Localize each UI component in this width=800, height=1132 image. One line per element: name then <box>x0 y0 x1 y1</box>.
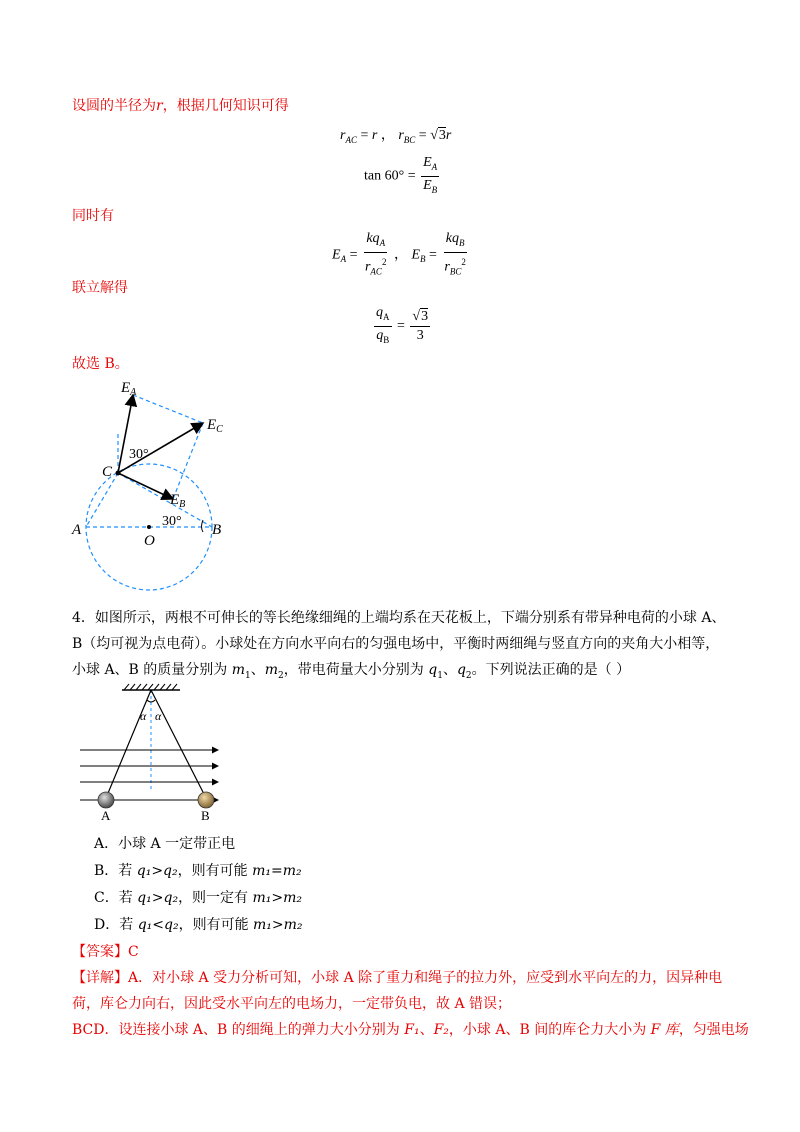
ea-den-sup: 2 <box>381 256 387 267</box>
eb: E <box>411 247 420 263</box>
option-b-condition: q₁>q₂ <box>136 863 178 879</box>
ratio-num: q <box>376 305 383 320</box>
ratio-den: q <box>376 327 384 343</box>
ratio-num-sub: A <box>383 311 390 322</box>
option-c[interactable] <box>94 888 302 908</box>
q-m1: m <box>231 662 246 678</box>
q-text-d: 、 <box>442 662 457 678</box>
option-c-result: m₁>m₂ <box>252 890 303 906</box>
equation-radii: $r_{AC} = r$ ， $r_{BC} = √3r$ <box>340 128 452 145</box>
eq-r2: r <box>445 128 452 143</box>
q-q1: q <box>428 662 438 678</box>
ea-den-sub: AC <box>370 266 382 277</box>
eb-sub: B <box>420 254 426 265</box>
q-q2: q <box>456 662 466 678</box>
q-text-c: ，带电荷量大小分别为 <box>283 662 429 678</box>
ball-b <box>198 792 214 808</box>
detail-line-2: 荷，库仑力向右，因此受水平向左的电场力，一定带负电，故 A 错误； <box>72 996 512 1012</box>
eq-r-ac: r <box>340 128 346 143</box>
option-b-mid: ，则有可能 <box>177 863 253 879</box>
detail-f1: F₁ <box>404 1022 420 1038</box>
ceiling-hatch <box>124 684 177 690</box>
eb-den: r <box>444 259 450 275</box>
option-d-condition: q₁<q₂ <box>137 917 179 933</box>
alpha-left: α <box>140 709 147 723</box>
eb-num-sub: B <box>459 237 465 248</box>
answer-label: 【答案】C <box>72 944 139 960</box>
detail-3d: ，匀强电场 <box>678 1022 749 1038</box>
eb-fraction <box>442 230 467 280</box>
ea: E <box>332 247 341 263</box>
option-c-mid: ，则一定有 <box>178 890 253 906</box>
tan-den: E <box>423 177 432 193</box>
chord-ca <box>86 473 118 527</box>
label-eb: $E_B$ <box>170 492 186 510</box>
tan-fraction <box>421 154 439 199</box>
tan-num: E <box>423 155 432 170</box>
eb-den-sup: 2 <box>461 256 466 267</box>
option-b[interactable] <box>94 861 302 881</box>
eq-sep: ， <box>380 128 395 143</box>
option-a[interactable]: A．小球 A 一定带正电 <box>94 836 236 852</box>
option-b-prefix: B．若 <box>94 863 137 879</box>
label-o: O <box>144 533 155 549</box>
ratio-rhs: $\frac{√3}{3}$ <box>412 308 429 343</box>
option-d-prefix: D．若 <box>94 917 138 933</box>
field-vector-figure <box>66 372 266 594</box>
ratio-lhs <box>374 304 392 349</box>
alpha-right: α <box>155 709 162 723</box>
choose-line: 故选 B。 <box>72 356 129 372</box>
radius-variable: r <box>156 98 163 114</box>
solve-line: 联立解得 <box>72 280 128 296</box>
q-m1-sub: 1 <box>245 670 251 681</box>
eq-sqrt3: 3 <box>438 128 446 143</box>
detail-fku: F 库 <box>650 1022 679 1038</box>
angle-label-top: 30° <box>129 447 149 462</box>
equation-tan <box>364 154 441 199</box>
eb-num: kq <box>445 231 459 246</box>
detail-f2: F₂ <box>433 1022 449 1038</box>
solution-intro-tail: ，根据几何知识可得 <box>162 98 289 114</box>
eq-r: r <box>371 128 378 143</box>
q-q2-sub: 2 <box>465 670 472 681</box>
equation-ratio: $\frac{q_A}{q_B}$ = $\frac{√3}{3}$ <box>372 304 432 349</box>
ea-num: kq <box>366 231 380 246</box>
eq-r-bc-sub: BC <box>403 134 416 145</box>
ea-num-sub: A <box>379 237 386 248</box>
alpha-arc <box>147 700 155 702</box>
option-b-result: m₁=m₂ <box>252 863 302 879</box>
label-ec: $E_C$ <box>207 417 223 435</box>
point-o <box>147 525 151 529</box>
question-line-1: 4．如图所示，两根不可伸长的等长绝缘细绳的上端均系在天花板上，下端分别系有带异种电荷的小球 A、 <box>72 610 726 626</box>
option-c-condition: q₁>q₂ <box>137 890 179 906</box>
option-d-result: m₁>m₂ <box>253 917 303 933</box>
eq-r-bc: r <box>398 128 404 143</box>
label-c: C <box>102 464 113 480</box>
vector-eb <box>118 473 173 499</box>
option-c-prefix: C．若 <box>94 890 138 906</box>
ea-den: r <box>364 259 371 275</box>
angle-label-bottom: 30° <box>162 514 182 529</box>
q-text-b: 、 <box>250 662 265 678</box>
ball-b-label: B <box>201 808 210 822</box>
question-line-2: B（均可视为点电荷）。小球处在方向水平向右的匀强电场中，平衡时两细绳与竖直方向的夹角大小相等， <box>72 636 720 652</box>
tan-lhs: tan 60° = <box>364 168 416 184</box>
ratio-rden: 3 <box>416 327 424 343</box>
q-m2: m <box>264 662 279 678</box>
ball-a-label: A <box>101 808 111 822</box>
ea-sub: A <box>340 254 347 265</box>
angle-arc <box>202 520 204 532</box>
q-text-a: 小球 A、B 的质量分别为 <box>72 662 232 678</box>
ratio-den-sub: B <box>383 334 390 345</box>
ratio-rnum: 3 <box>421 308 429 324</box>
label-b: B <box>212 522 222 538</box>
pendulum-field-figure <box>76 682 226 822</box>
ball-a <box>98 792 114 808</box>
point-c <box>116 471 121 476</box>
option-d-mid: ，则有可能 <box>178 917 254 933</box>
detail-3b: 、 <box>419 1022 434 1038</box>
ea-fraction <box>363 230 388 280</box>
detail-3c: ，小球 A、B 间的库仑力大小为 <box>448 1022 651 1038</box>
solution-intro-text: 设圆的半径为 <box>72 98 156 114</box>
field-lines <box>80 750 218 800</box>
solution-intro-line <box>72 96 289 116</box>
q-q1-sub: 1 <box>437 670 443 681</box>
tan-num-sub: A <box>431 161 438 172</box>
also-line: 同时有 <box>72 208 114 224</box>
q-text-e: 。下列说法正确的是（ ） <box>471 662 631 678</box>
detail-3a: BCD．设连接小球 A、B 的细绳上的弹力大小分别为 <box>72 1022 405 1038</box>
option-d[interactable] <box>94 915 303 935</box>
eb-den-sub: BC <box>449 266 462 277</box>
detail-line-1: 【详解】A．对小球 A 受力分析可知，小球 A 除了重力和绳子的拉力外，应受到水平向左的力，因异种电 <box>72 970 723 986</box>
label-ea: $E_A$ <box>121 380 137 398</box>
eq-r-ac-sub: AC <box>345 134 357 145</box>
label-a: A <box>72 522 82 538</box>
tan-den-sub: B <box>431 184 438 195</box>
equation-fields: $E_A$ = $\frac{kq_A}{r_{AC}^2}$ ， $E_B$ = $\frac{kq_B}{r_{BC}^2}$ <box>332 230 470 280</box>
parallelogram-top <box>133 395 203 423</box>
detail-line-3 <box>72 1020 749 1040</box>
eq3-sep: ， <box>393 247 408 263</box>
q-m2-sub: 2 <box>278 670 284 681</box>
